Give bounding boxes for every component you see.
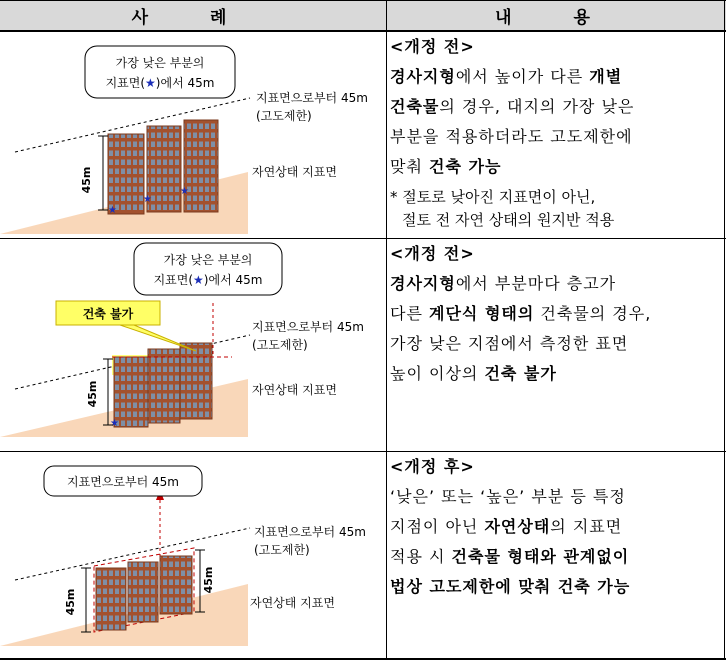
- bubble-text: 지표면으로부터 45m: [67, 475, 179, 489]
- building-1: [108, 134, 144, 214]
- building-2: [128, 562, 158, 622]
- row1-note2: 절토 전 자연 상태의 원지반 적용: [402, 211, 615, 229]
- border-right: [724, 0, 725, 660]
- bubble-line1: 가장 낮은 부분의: [163, 253, 253, 267]
- star-icon: ★: [143, 194, 152, 205]
- limit-label: 지표면으로부터 45m: [254, 525, 366, 539]
- row2-line3: 가장 낮은 지점에서 측정한 표면: [390, 334, 629, 353]
- header-content-label: 내 용: [495, 7, 618, 28]
- diagram-natural-ground: [0, 452, 386, 658]
- row1-line1: 경사지형에서 높이가 다른 개별: [390, 67, 623, 86]
- header-content: [387, 0, 726, 30]
- building-3: [180, 343, 212, 419]
- row3-line1: ‘낮은’ 또는 ‘높은’ 부분 등 특정: [390, 487, 626, 506]
- building-2: [148, 349, 180, 423]
- banned-label: 건축 불가: [82, 307, 134, 321]
- info-bubble: [85, 46, 235, 98]
- building-1: [96, 568, 126, 630]
- row2-line4: 높이 이상의 건축 불가: [390, 364, 557, 383]
- banned-callout-pointer: [120, 325, 196, 351]
- star-icon: ★: [108, 205, 117, 216]
- building-1: [114, 357, 148, 427]
- ground-label: 자연상태 지표면: [252, 165, 337, 179]
- row2-line1: 경사지형에서 부분마다 층고가: [390, 274, 617, 293]
- header-case-label: 사 례: [131, 7, 255, 28]
- row3-line3: 적용 시 건축물 형태와 관계없이: [390, 547, 630, 566]
- ground-label: 자연상태 지표면: [252, 383, 337, 397]
- row3-line2: 지점이 아닌 자연상태의 지표면: [390, 517, 623, 536]
- star-icon: ★: [110, 418, 119, 429]
- header-case: [0, 0, 386, 30]
- row2-heading: <개정 전>: [390, 244, 475, 263]
- row1-note1: * 절토로 낮아진 지표면이 아닌,: [390, 188, 596, 206]
- diagram-stepped-building: [0, 239, 386, 451]
- limit-label: 지표면으로부터 45m: [256, 91, 368, 105]
- bubble-line2: 지표면(★)에서 45m: [105, 76, 215, 90]
- star-icon: ★: [180, 186, 189, 197]
- bubble-line2: 지표면(★)에서 45m: [153, 273, 263, 287]
- row1-line4: 맞춰 건축 가능: [390, 157, 502, 176]
- border-mid: [386, 0, 387, 660]
- height-label-left: 45m: [64, 588, 77, 616]
- building-2: [147, 126, 181, 212]
- height-label: 45m: [86, 380, 99, 408]
- row3-heading: <개정 후>: [390, 457, 475, 476]
- row3-content: [390, 454, 720, 602]
- limit-sublabel: (고도제한): [252, 338, 308, 352]
- border-top: [0, 0, 726, 1]
- row1-note: [390, 186, 720, 232]
- row2-content: [390, 241, 720, 389]
- height-label-right: 45m: [202, 566, 215, 594]
- building-3: [184, 120, 218, 212]
- row1-content: [390, 34, 720, 232]
- row1-line2: 건축물의 경우, 대지의 가장 낮은: [390, 97, 635, 116]
- limit-label: 지표면으로부터 45m: [252, 320, 364, 334]
- row3-line4: 법상 고도제한에 맞춰 건축 가능: [390, 577, 631, 596]
- row2-line2: 다른 계단식 형태의 건축물의 경우,: [390, 304, 652, 323]
- height-label: 45m: [80, 166, 93, 194]
- row1-line3: 부분을 적용하더라도 고도제한에: [390, 127, 633, 146]
- limit-sublabel: (고도제한): [256, 109, 312, 123]
- info-bubble: [134, 243, 282, 295]
- row1-heading: <개정 전>: [390, 37, 475, 56]
- building-3: [160, 556, 192, 614]
- diagram-individual-buildings: [0, 32, 386, 238]
- limit-sublabel: (고도제한): [254, 543, 310, 557]
- ground-label: 자연상태 지표면: [250, 596, 335, 610]
- bubble-line1: 가장 낮은 부분의: [115, 56, 205, 70]
